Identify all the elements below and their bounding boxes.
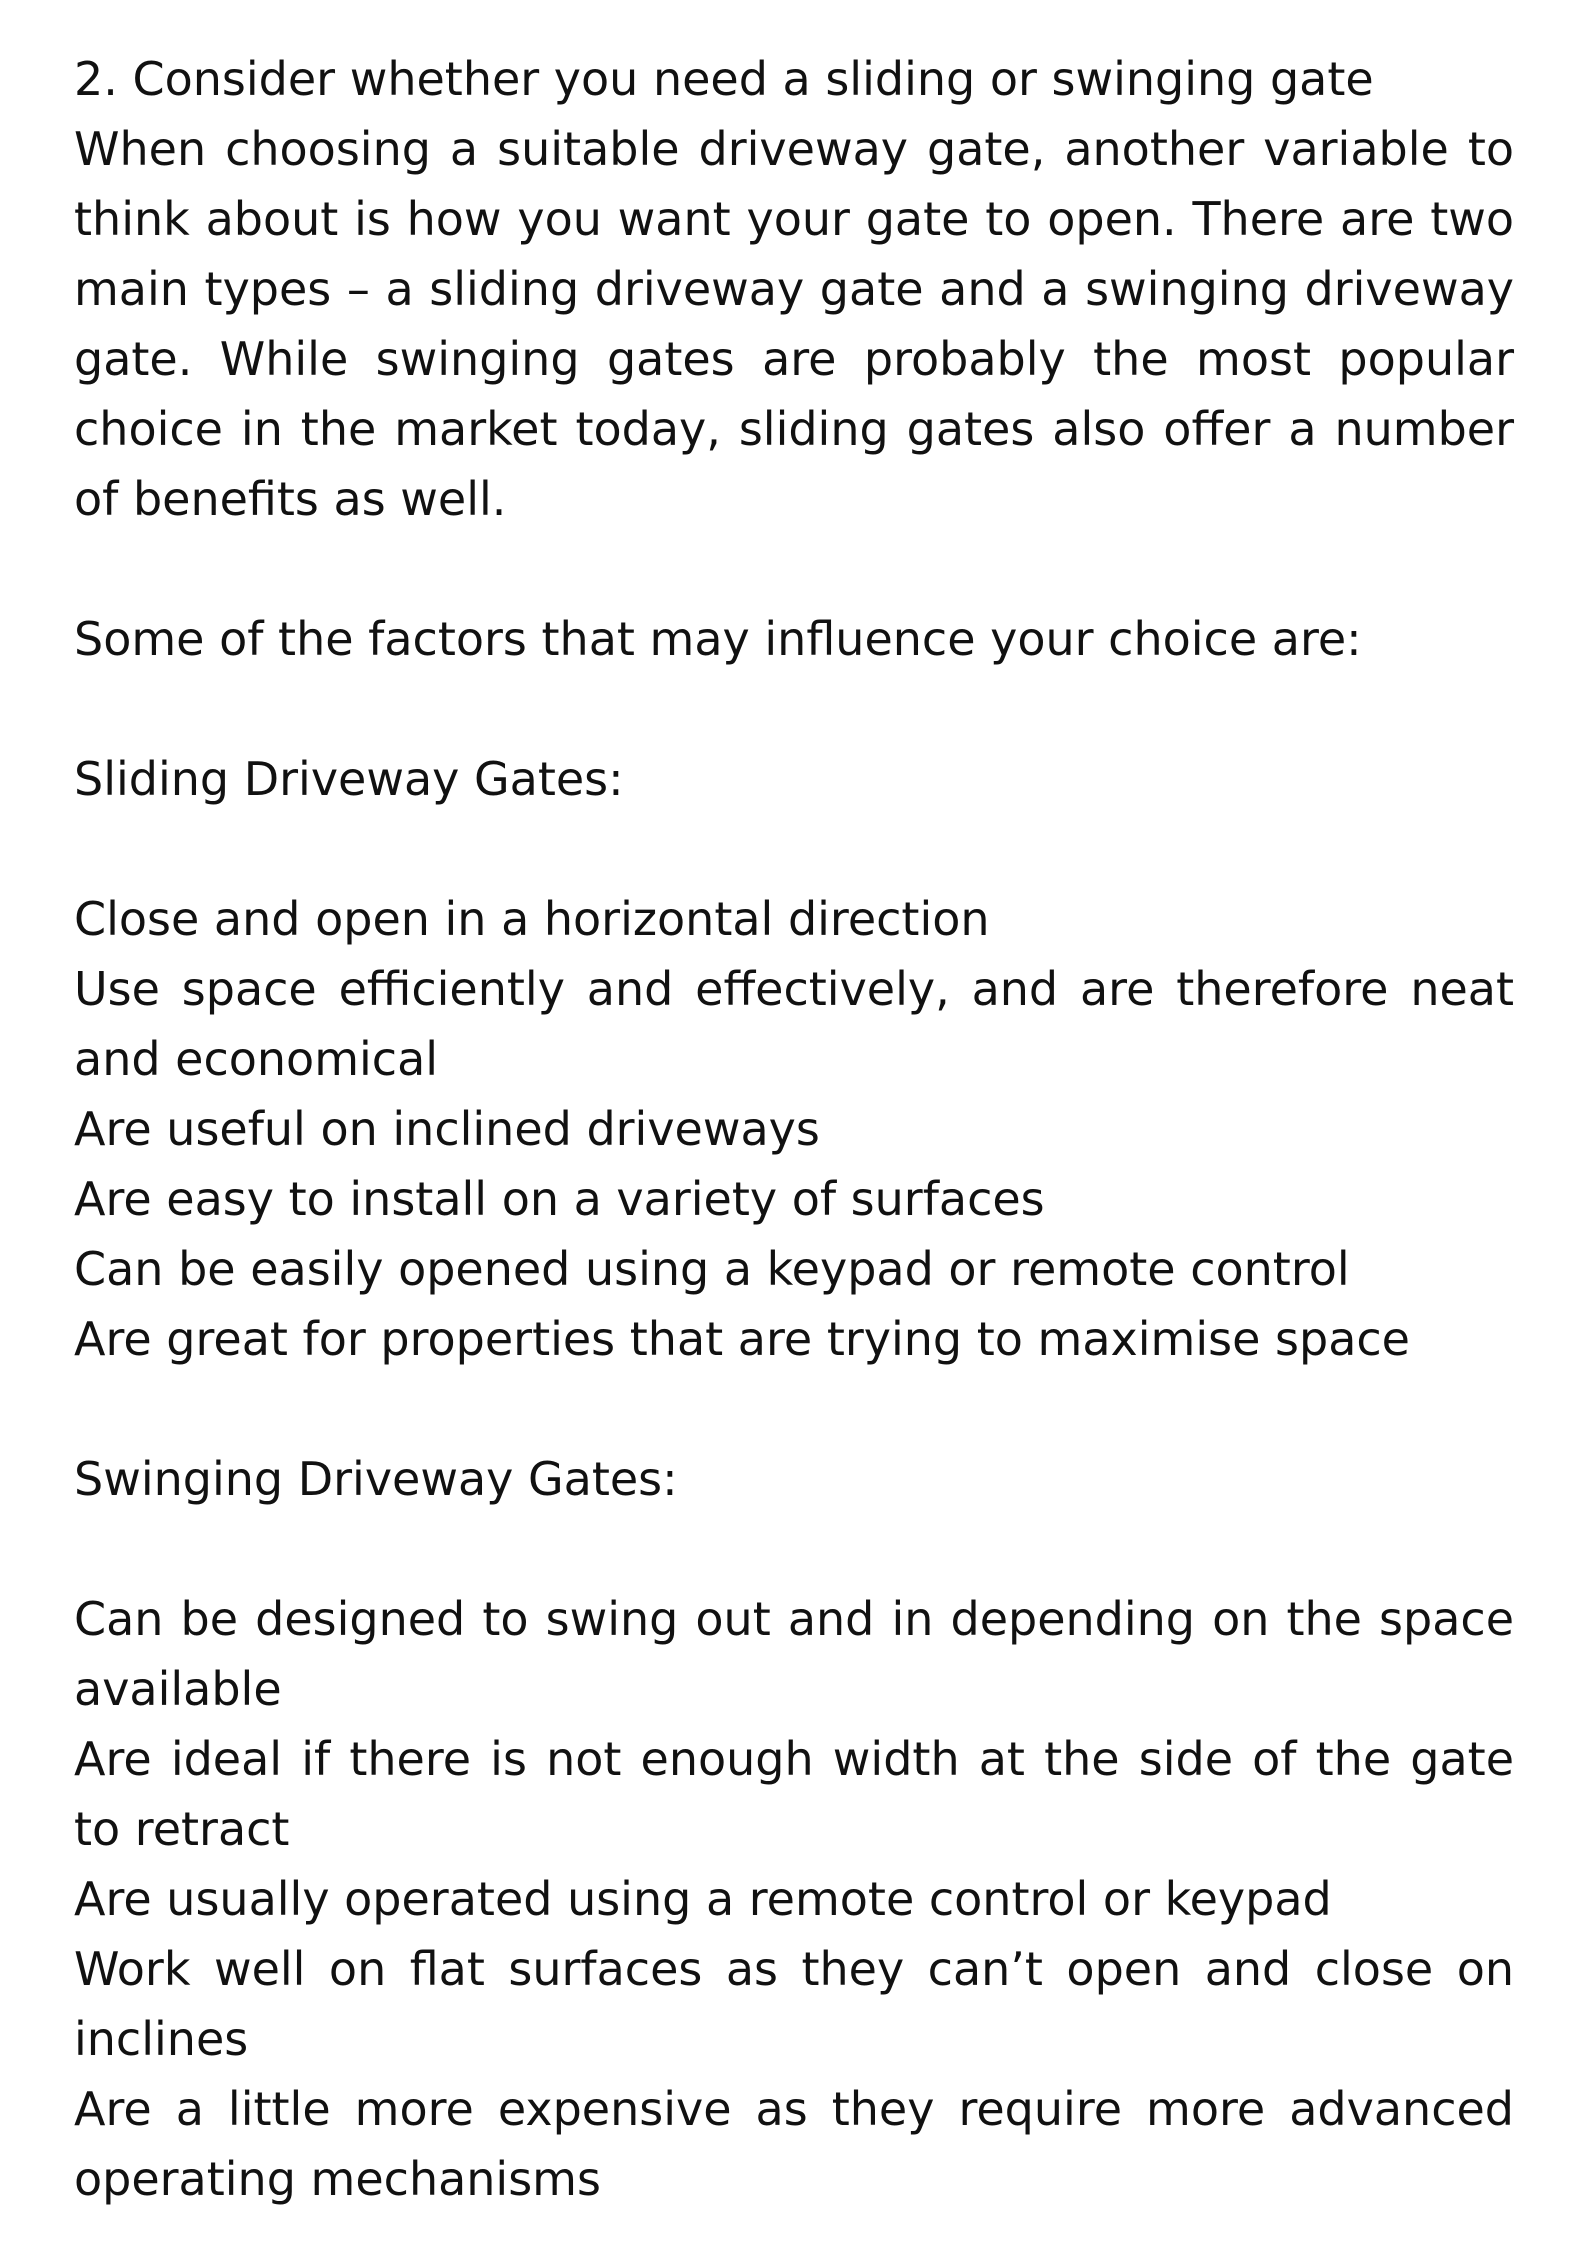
list-item: Can be easily opened using a keypad or remote control: [74, 1242, 1350, 1296]
list-item: Use space efficiently and effectively, and are therefore neat and economical: [74, 962, 1514, 1086]
list-item: Are useful on inclined driveways: [74, 1102, 820, 1156]
spacer: [74, 1514, 1514, 1584]
spacer: [74, 814, 1514, 884]
sliding-gates-list: [74, 884, 1514, 1374]
intro-paragraph: When choosing a suitable driveway gate, another variable to think about is how you want your gate to open. There are two main types – a sliding driveway gate and a swinging driveway gate. While swinging gates are probably the most popular choice in the market today, sliding gates also offer a number of benefits as well.: [74, 122, 1514, 526]
list-item: Are usually operated using a remote control or keypad: [74, 1872, 1332, 1926]
swinging-gates-list: [74, 1584, 1514, 2214]
list-item: Are great for properties that are trying to maximise space: [74, 1312, 1410, 1366]
swinging-gates-title: Swinging Driveway Gates:: [74, 1452, 678, 1506]
spacer: [74, 1374, 1514, 1444]
list-item: Are a little more expensive as they require more advanced operating mechanisms: [74, 2082, 1514, 2206]
document-page: [74, 44, 1514, 2214]
section-heading: 2. Consider whether you need a sliding or swinging gate: [74, 52, 1374, 106]
sliding-gates-title: Sliding Driveway Gates:: [74, 752, 624, 806]
list-item: Close and open in a horizontal direction: [74, 892, 990, 946]
list-item: Are easy to install on a variety of surfaces: [74, 1172, 1045, 1226]
factors-lead: Some of the factors that may influence your choice are:: [74, 612, 1362, 666]
list-item: Are ideal if there is not enough width at the side of the gate to retract: [74, 1732, 1514, 1856]
list-item: Work well on flat surfaces as they can’t open and close on inclines: [74, 1942, 1514, 2066]
list-item: Can be designed to swing out and in depending on the space available: [74, 1592, 1514, 1716]
spacer: [74, 534, 1514, 604]
spacer: [74, 674, 1514, 744]
